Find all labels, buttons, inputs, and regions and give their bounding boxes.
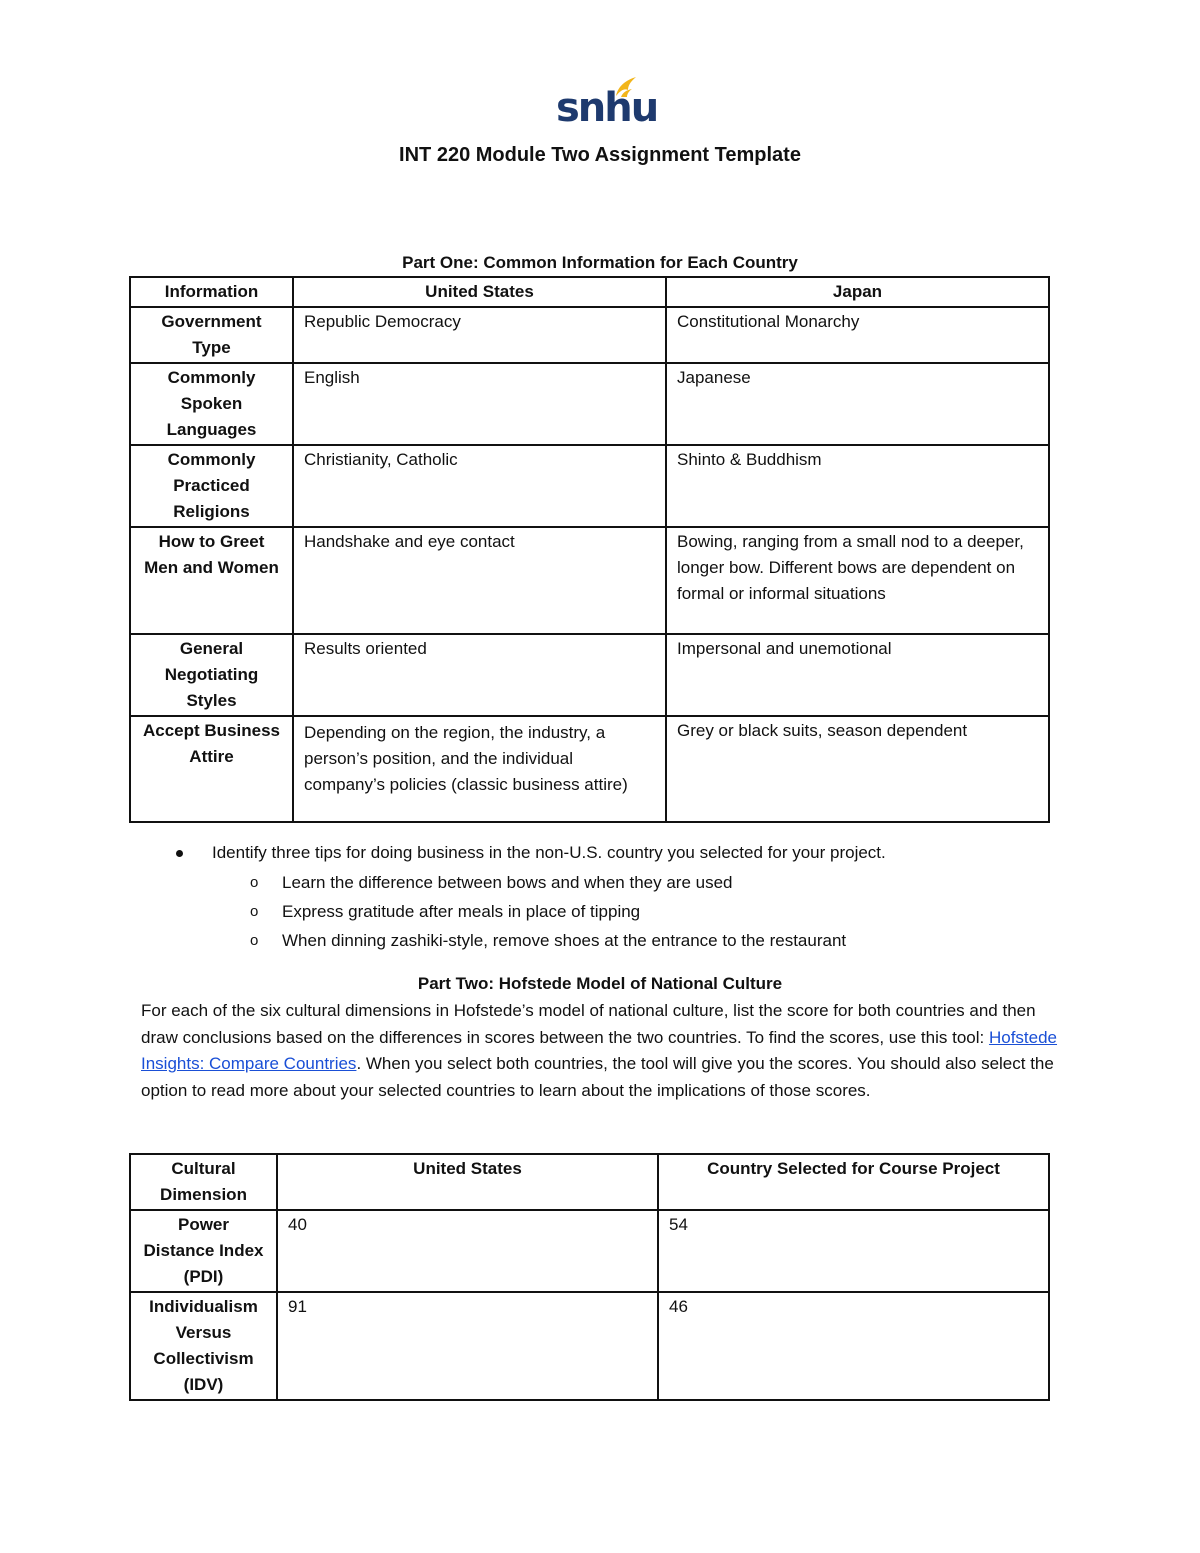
list-item bbox=[170, 868, 1070, 897]
selected-country-score: 46 bbox=[658, 1292, 1049, 1400]
table-row bbox=[130, 363, 1049, 445]
selected-country-score: 54 bbox=[658, 1210, 1049, 1292]
japan-value: Shinto & Buddhism bbox=[666, 445, 1049, 527]
part-two-title: Part Two: Hofstede Model of National Culture bbox=[417, 974, 783, 993]
us-score: 91 bbox=[277, 1292, 658, 1400]
country-info-table bbox=[129, 276, 1050, 823]
table-row bbox=[130, 716, 1049, 822]
table-row bbox=[130, 1292, 1049, 1400]
table-row bbox=[130, 634, 1049, 716]
part-one-title: Part One: Common Information for Each Country bbox=[402, 253, 798, 272]
row-label: Commonly Practiced Religions bbox=[130, 445, 293, 527]
us-value: Depending on the region, the industry, a person’s position, and the individual company’s policies (classic business attire) bbox=[293, 716, 666, 822]
sub-bullet-icon: o bbox=[250, 874, 259, 891]
row-label: General Negotiating Styles bbox=[130, 634, 293, 716]
japan-value: Bowing, ranging from a small nod to a deeper, longer bow. Different bows are dependent on formal or informal situations bbox=[666, 527, 1049, 634]
intro-text-continued: . When you select both countries, the tool will give you the scores. You should also select the option to read more about your selected countries to learn about the implications of those scores. bbox=[141, 1054, 1054, 1100]
column-header-information: Information bbox=[130, 277, 293, 307]
japan-value: Japanese bbox=[666, 363, 1049, 445]
hofstede-table bbox=[129, 1153, 1050, 1401]
tip-text: Learn the difference between bows and when they are used bbox=[282, 873, 733, 892]
snhu-logo bbox=[556, 74, 658, 134]
tip-text: Express gratitude after meals in place of tipping bbox=[282, 902, 641, 921]
list-item bbox=[170, 840, 1070, 866]
us-score: 40 bbox=[277, 1210, 658, 1292]
table-row bbox=[130, 307, 1049, 363]
tip-text: When dinning zashiki-style, remove shoes at the entrance to the restaurant bbox=[282, 931, 847, 950]
japan-value: Impersonal and unemotional bbox=[666, 634, 1049, 716]
table-header-row bbox=[130, 1154, 1049, 1210]
tips-prompt: Identify three tips for doing business in the non-U.S. country you selected for your project. bbox=[212, 843, 886, 862]
row-label: Individualism Versus Collectivism (IDV) bbox=[130, 1292, 277, 1400]
table-row bbox=[130, 1210, 1049, 1292]
row-label: Commonly Spoken Languages bbox=[130, 363, 293, 445]
us-value: Republic Democracy bbox=[293, 307, 666, 363]
sub-bullet-icon: o bbox=[250, 903, 259, 920]
column-header-japan: Japan bbox=[666, 277, 1049, 307]
intro-text: For each of the six cultural dimensions in Hofstede’s model of national culture, list the score for both countries and then draw conclusions based on the differences in scores between the two countries. To find the scores, use this tool: bbox=[141, 1001, 1036, 1047]
list-item bbox=[170, 897, 1070, 926]
column-header-united-states: United States bbox=[277, 1154, 658, 1210]
table-header-row bbox=[130, 277, 1049, 307]
us-value: English bbox=[293, 363, 666, 445]
part-two-intro bbox=[141, 998, 1071, 1104]
list-item bbox=[170, 926, 1070, 955]
bullet-icon bbox=[176, 850, 183, 857]
document-title: INT 220 Module Two Assignment Template bbox=[399, 144, 801, 166]
japan-value: Constitutional Monarchy bbox=[666, 307, 1049, 363]
column-header-selected-country: Country Selected for Course Project bbox=[658, 1154, 1049, 1210]
logo-text: snhu bbox=[556, 85, 658, 131]
us-value: Results oriented bbox=[293, 634, 666, 716]
row-label: Power Distance Index (PDI) bbox=[130, 1210, 277, 1292]
row-label: How to Greet Men and Women bbox=[130, 527, 293, 634]
us-value: Handshake and eye contact bbox=[293, 527, 666, 634]
hofstede-link[interactable]: Hofstede Insights: Compare Countries bbox=[141, 1027, 1058, 1073]
sub-bullet-icon: o bbox=[250, 932, 259, 949]
row-label: Government Type bbox=[130, 307, 293, 363]
us-value: Christianity, Catholic bbox=[293, 445, 666, 527]
tips-list bbox=[170, 840, 1070, 955]
row-label: Accept Business Attire bbox=[130, 716, 293, 822]
table-row bbox=[130, 445, 1049, 527]
column-header-united-states: United States bbox=[293, 277, 666, 307]
japan-value: Grey or black suits, season dependent bbox=[666, 716, 1049, 822]
column-header-cultural-dimension: Cultural Dimension bbox=[130, 1154, 277, 1210]
table-row bbox=[130, 527, 1049, 634]
